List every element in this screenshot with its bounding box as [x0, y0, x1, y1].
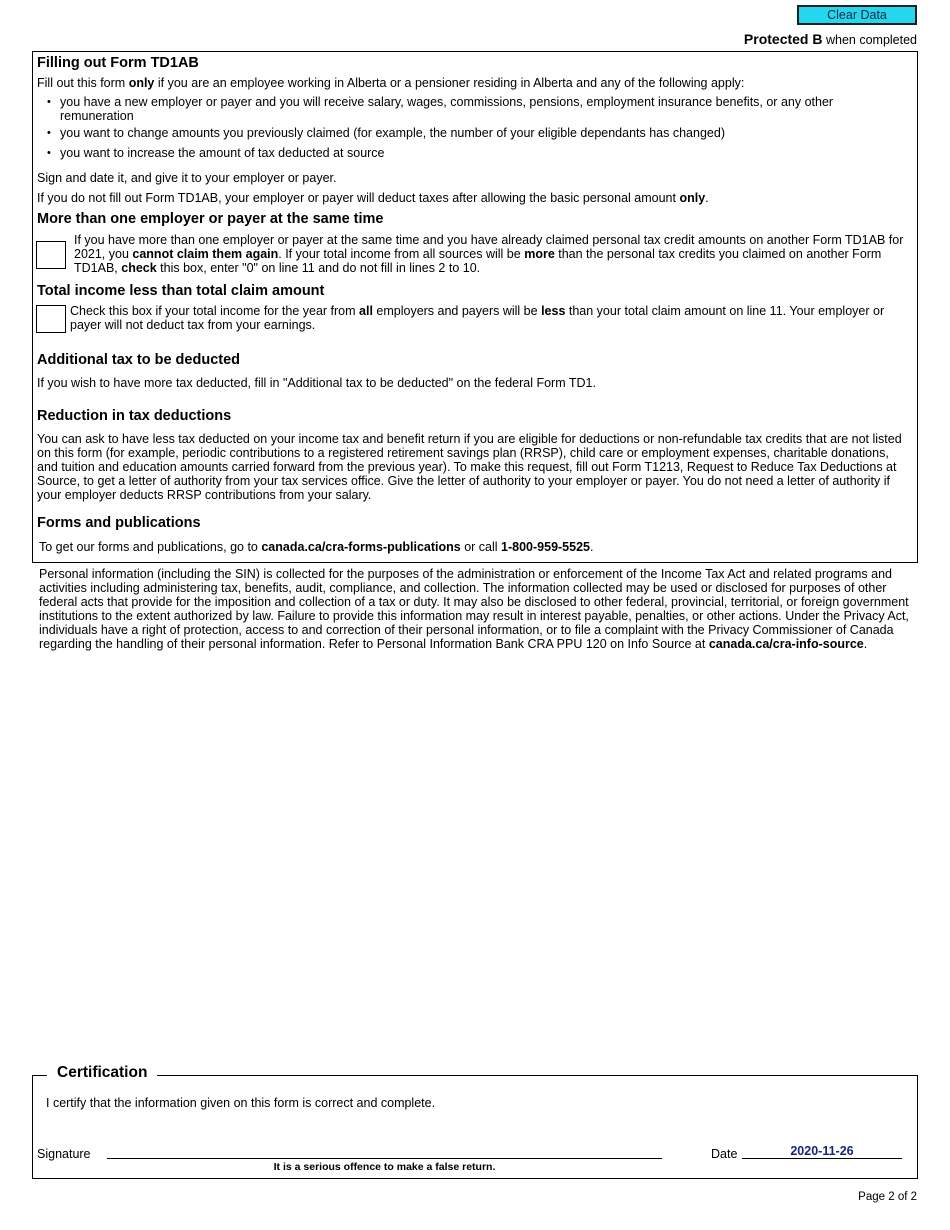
bullet-icon: • — [47, 96, 51, 108]
certification-title: Certification — [47, 1064, 157, 1082]
total-income-title: Total income less than total claim amount — [37, 283, 325, 299]
certification-statement: I certify that the information given on this form is correct and complete. — [46, 1096, 436, 1110]
filling-out-title: Filling out Form TD1AB — [37, 55, 199, 71]
reduction-title: Reduction in tax deductions — [37, 408, 232, 424]
signature-label: Signature — [37, 1147, 91, 1161]
forms-link[interactable]: canada.ca/cra-forms-publications — [261, 540, 461, 554]
forms-publications-text: To get our forms and publications, go to canada.ca/cra-forms-publications or call 1-800-959-5525. — [39, 540, 594, 554]
more-than-one-text: If you have more than one employer or payer at the same time and you have already claimed personal tax credit amounts on another Form TD1AB for 2021, you cannot claim them again. If your total income from all sources will be more than the personal tax credits you claimed on another Form TD1AB, check this box, enter "0" on line 11 and do not fill in lines 2 to 10. — [74, 233, 904, 275]
signature-field[interactable] — [107, 1158, 662, 1159]
total-income-checkbox[interactable] — [36, 305, 66, 333]
filling-out-intro: Fill out this form only if you are an employee working in Alberta or a pensioner residing in Alberta and any of the following apply: — [37, 76, 745, 90]
clear-data-button[interactable]: Clear Data — [797, 5, 917, 25]
info-source-link[interactable]: canada.ca/cra-info-source — [708, 637, 864, 651]
no-fill-notice: If you do not fill out Form TD1AB, your employer or payer will deduct taxes after allowing the basic personal amount only. — [37, 191, 709, 205]
date-field[interactable]: 2020-11-26 — [790, 1144, 854, 1158]
bullet-icon: • — [47, 127, 51, 139]
date-underline — [742, 1158, 902, 1159]
more-than-one-checkbox[interactable] — [36, 241, 66, 269]
additional-tax-text: If you wish to have more tax deducted, fill in "Additional tax to be deducted" on the federal Form TD1. — [37, 376, 596, 390]
instructions-section — [32, 51, 918, 563]
bullet-item: you want to change amounts you previously claimed (for example, the number of your eligible dependants has changed) — [60, 126, 725, 140]
false-return-warning: It is a serious offence to make a false return. — [273, 1161, 496, 1173]
total-income-text: Check this box if your total income for the year from all employers and payers will be less than your total claim amount on line 11. Your employer or payer will not deduct tax from your earnings. — [70, 304, 885, 332]
more-than-one-title: More than one employer or payer at the same time — [37, 211, 384, 227]
privacy-notice: Personal information (including the SIN) is collected for the purposes of the administration or enforcement of the Income Tax Act and related programs and activities including administering tax, benefits, audit, compliance, and collection. The information collected may be used or disclosed for purposes of other federal acts that provide for the imposition and collection of a tax or duty. It may also be disclosed to other federal, provincial, territorial, or foreign government institutions to the extent authorized by law. Failure to provide this information may result in interest payable, penalties, or other actions. Under the Privacy Act, individuals have a right of protection, access to and correction of their personal information, or to file a complaint with the Privacy Commissioner of Canada regarding the handling of their personal information. Refer to Personal Information Bank CRA PPU 120 on Info Source at canada.ca/cra-info-source. — [39, 567, 909, 651]
phone-number: 1-800-959-5525 — [501, 540, 590, 554]
protected-b-notice: Protected B when completed — [743, 31, 917, 47]
reduction-text: You can ask to have less tax deducted on your income tax and benefit return if you are eligible for deductions or non-refundable tax credits that are not listed on this form (for example, periodic contributions to a registered retirement savings plan (RRSP), child care or employment expenses, charitable donations, and tuition and education amounts carried forward from the previous year). To make this request, fill out Form T1213, Request to Reduce Tax Deductions at Source, to get a letter of authority from your tax services office. Give the letter of authority to your employer or payer. You do not need a letter of authority if your employer deducts RRSP contributions from your salary. — [37, 432, 902, 502]
bullet-icon: • — [47, 147, 51, 159]
date-label: Date — [711, 1147, 738, 1161]
page-number: Page 2 of 2 — [858, 1191, 917, 1203]
additional-tax-title: Additional tax to be deducted — [37, 352, 241, 368]
bullet-item: you have a new employer or payer and you will receive salary, wages, commissions, pensions, employment insurance benefits, or any other remuneration — [60, 95, 834, 123]
forms-publications-title: Forms and publications — [37, 515, 201, 531]
bullet-item: you want to increase the amount of tax deducted at source — [60, 146, 385, 160]
sign-instruction: Sign and date it, and give it to your employer or payer. — [37, 171, 337, 185]
